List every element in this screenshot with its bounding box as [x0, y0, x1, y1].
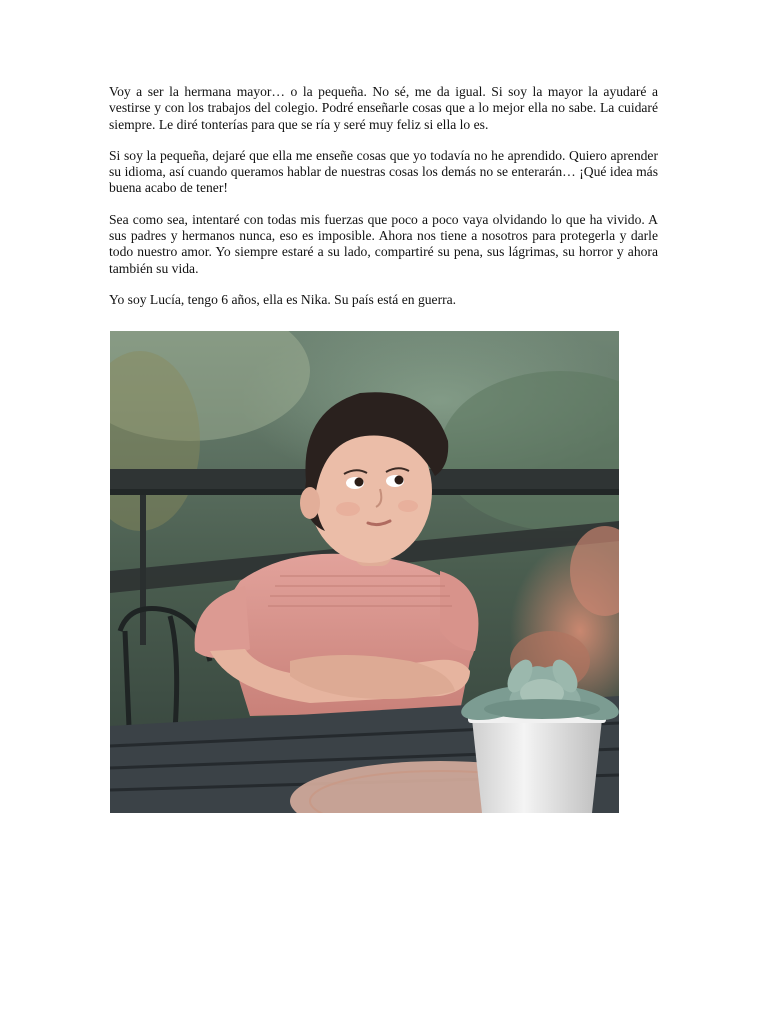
paragraph-3: Sea como sea, intentaré con todas mis fuerzas que poco a poco vaya olvidando lo que ha vivido. A sus padres y hermanos nunca, eso es imposible. Ahora nos tiene a nosotros para protegerla y darle todo nuestro amor. Yo siempre estaré a su lado, compartiré su pena, sus lágrimas, su horror y ahora también su vida.: [109, 211, 658, 276]
paragraph-1: Voy a ser la hermana mayor… o la pequeña. No sé, me da igual. Si soy la mayor la ayudaré a vestirse y con los trabajos del colegio. Podré enseñarle cosas que a lo mejor ella no sabe. La cuidaré siempre. Le diré tonterías para que se ría y seré muy feliz si ella lo es.: [109, 84, 658, 132]
paragraph-2: Si soy la pequeña, dejaré que ella me enseñe cosas que yo todavía no he aprendido. Quiero aprender su idioma, así cuando queramos hablar de nuestras cosas los demás no se enterarán… ¡Qué idea más buena acabo de tener!: [109, 147, 658, 196]
body-text: [109, 84, 658, 323]
paragraph-4: Yo soy Lucía, tengo 6 años, ella es Nika. Su país está en guerra.: [109, 291, 457, 307]
girl-photo-illustration: [110, 331, 619, 813]
flower-pot: [472, 719, 602, 813]
girl-photo: [110, 331, 619, 813]
